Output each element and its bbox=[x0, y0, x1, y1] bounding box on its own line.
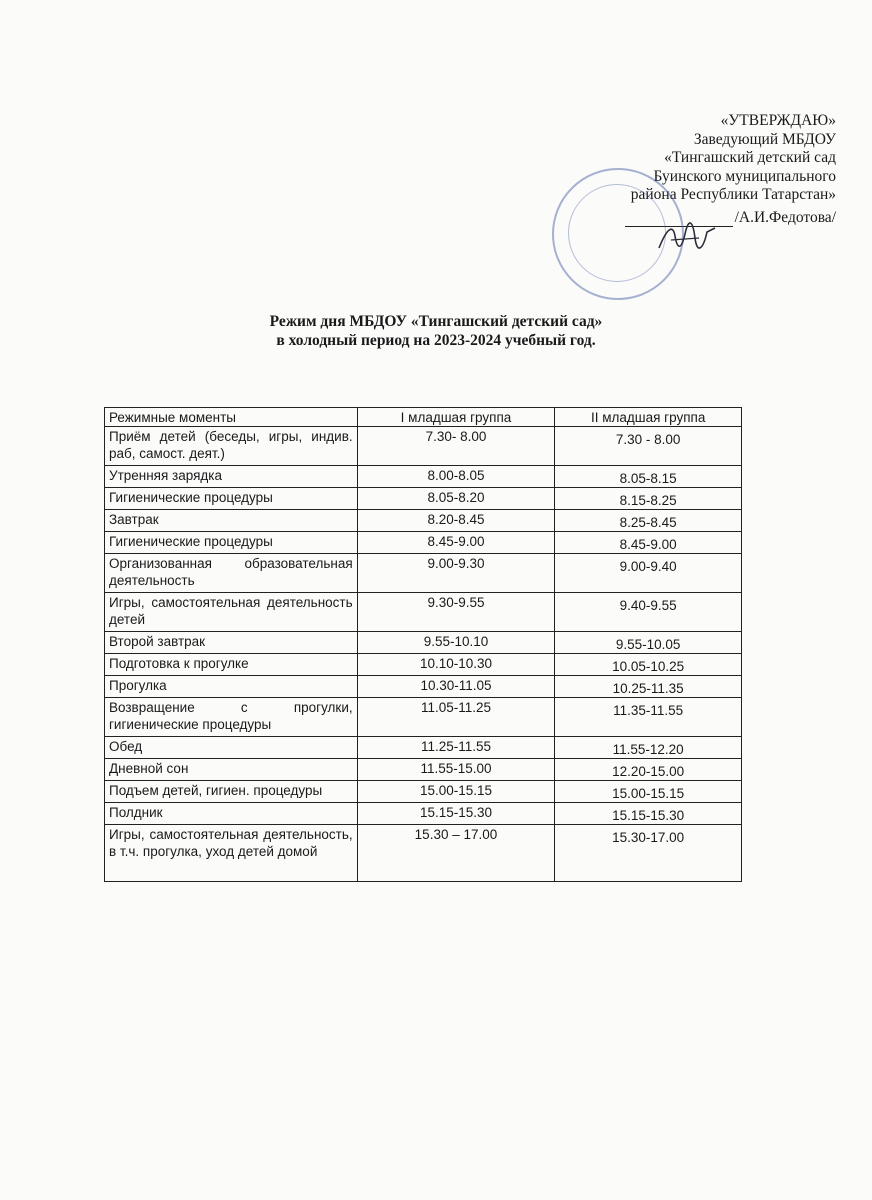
table-row bbox=[105, 532, 742, 554]
group2-time: 8.05-8.15 bbox=[555, 466, 742, 488]
group1-time: 9.55-10.10 bbox=[357, 632, 555, 654]
header-group2: II младшая группа bbox=[555, 408, 742, 427]
group1-time: 8.20-8.45 bbox=[357, 510, 555, 532]
routine-name: Полдник bbox=[105, 803, 358, 825]
group2-time: 9.00-9.40 bbox=[555, 554, 742, 593]
table-row bbox=[105, 698, 742, 737]
header-routine: Режимные моменты bbox=[105, 408, 358, 427]
table-row bbox=[105, 676, 742, 698]
group1-time: 9.30-9.55 bbox=[357, 593, 555, 632]
signature-scribble bbox=[655, 218, 725, 256]
group1-time: 8.45-9.00 bbox=[357, 532, 555, 554]
group2-time: 10.25-11.35 bbox=[555, 676, 742, 698]
table-row bbox=[105, 488, 742, 510]
table-row bbox=[105, 632, 742, 654]
routine-name: Игры, самостоятельная деятельность детей bbox=[105, 593, 358, 632]
group2-time: 9.40-9.55 bbox=[555, 593, 742, 632]
group2-time: 8.45-9.00 bbox=[555, 532, 742, 554]
table-row bbox=[105, 759, 742, 781]
group2-time: 12.20-15.00 bbox=[555, 759, 742, 781]
group2-time: 7.30 - 8.00 bbox=[555, 427, 742, 466]
signer-name: /А.И.Федотова/ bbox=[734, 208, 836, 226]
schedule-table bbox=[104, 407, 742, 882]
group1-time: 8.00-8.05 bbox=[357, 466, 555, 488]
routine-name: Игры, самостоятельная деятельность, в т.ч. прогулка, уход детей домой bbox=[105, 825, 358, 882]
group2-time: 15.00-15.15 bbox=[555, 781, 742, 803]
group2-time: 8.15-8.25 bbox=[555, 488, 742, 510]
routine-name: Подготовка к прогулке bbox=[105, 654, 358, 676]
document-title bbox=[0, 312, 872, 350]
routine-name: Завтрак bbox=[105, 510, 358, 532]
title-line2: в холодный период на 2023-2024 учебный год. bbox=[276, 332, 596, 349]
table-row bbox=[105, 825, 742, 882]
table-body bbox=[105, 427, 742, 882]
group1-time: 10.10-10.30 bbox=[357, 654, 555, 676]
approval-org-line3: района Республики Татарстан» bbox=[630, 186, 836, 203]
routine-name: Прогулка bbox=[105, 676, 358, 698]
table-row bbox=[105, 737, 742, 759]
approval-org-line2: Буинского муниципального bbox=[653, 167, 836, 185]
table-row bbox=[105, 427, 742, 466]
routine-name: Подъем детей, гигиен. процедуры bbox=[105, 781, 358, 803]
routine-name: Гигиенические процедуры bbox=[105, 488, 358, 510]
group2-time: 15.15-15.30 bbox=[555, 803, 742, 825]
group1-time: 10.30-11.05 bbox=[357, 676, 555, 698]
routine-name: Обед bbox=[105, 737, 358, 759]
group1-time: 15.30 – 17.00 bbox=[357, 825, 555, 882]
routine-name: Утренняя зарядка bbox=[105, 466, 358, 488]
table-row bbox=[105, 510, 742, 532]
group1-time: 11.25-11.55 bbox=[357, 737, 555, 759]
table-row bbox=[105, 781, 742, 803]
stamp-inner-ring bbox=[568, 184, 666, 282]
table-row bbox=[105, 654, 742, 676]
approval-heading: «УТВЕРЖДАЮ» bbox=[720, 112, 836, 129]
group1-time: 15.00-15.15 bbox=[357, 781, 555, 803]
group2-time: 15.30-17.00 bbox=[555, 825, 742, 882]
table-row bbox=[105, 554, 742, 593]
routine-name: Приём детей (беседы, игры, индив. раб, самост. деят.) bbox=[105, 427, 358, 466]
table-row bbox=[105, 466, 742, 488]
group1-time: 7.30- 8.00 bbox=[357, 427, 555, 466]
routine-name: Дневной сон bbox=[105, 759, 358, 781]
group1-time: 15.15-15.30 bbox=[357, 803, 555, 825]
approval-org-line1: «Тингашский детский сад bbox=[664, 149, 836, 166]
group1-time: 11.55-15.00 bbox=[357, 759, 555, 781]
routine-name: Второй завтрак bbox=[105, 632, 358, 654]
group2-time: 11.55-12.20 bbox=[555, 737, 742, 759]
routine-name: Возвращение с прогулки, гигиенические процедуры bbox=[105, 698, 358, 737]
table-row bbox=[105, 803, 742, 825]
group2-time: 8.25-8.45 bbox=[555, 510, 742, 532]
group2-time: 10.05-10.25 bbox=[555, 654, 742, 676]
group1-time: 9.00-9.30 bbox=[357, 554, 555, 593]
title-line1: Режим дня МБДОУ «Тингашский детский сад» bbox=[269, 313, 603, 330]
header-group1: I младшая группа bbox=[357, 408, 555, 427]
table-row bbox=[105, 593, 742, 632]
group1-time: 11.05-11.25 bbox=[357, 698, 555, 737]
table-header-row bbox=[105, 408, 742, 427]
group2-time: 9.55-10.05 bbox=[555, 632, 742, 654]
group2-time: 11.35-11.55 bbox=[555, 698, 742, 737]
approval-position: Заведующий МБДОУ bbox=[693, 130, 836, 148]
routine-name: Организованная образовательная деятельность bbox=[105, 554, 358, 593]
routine-name: Гигиенические процедуры bbox=[105, 532, 358, 554]
group1-time: 8.05-8.20 bbox=[357, 488, 555, 510]
